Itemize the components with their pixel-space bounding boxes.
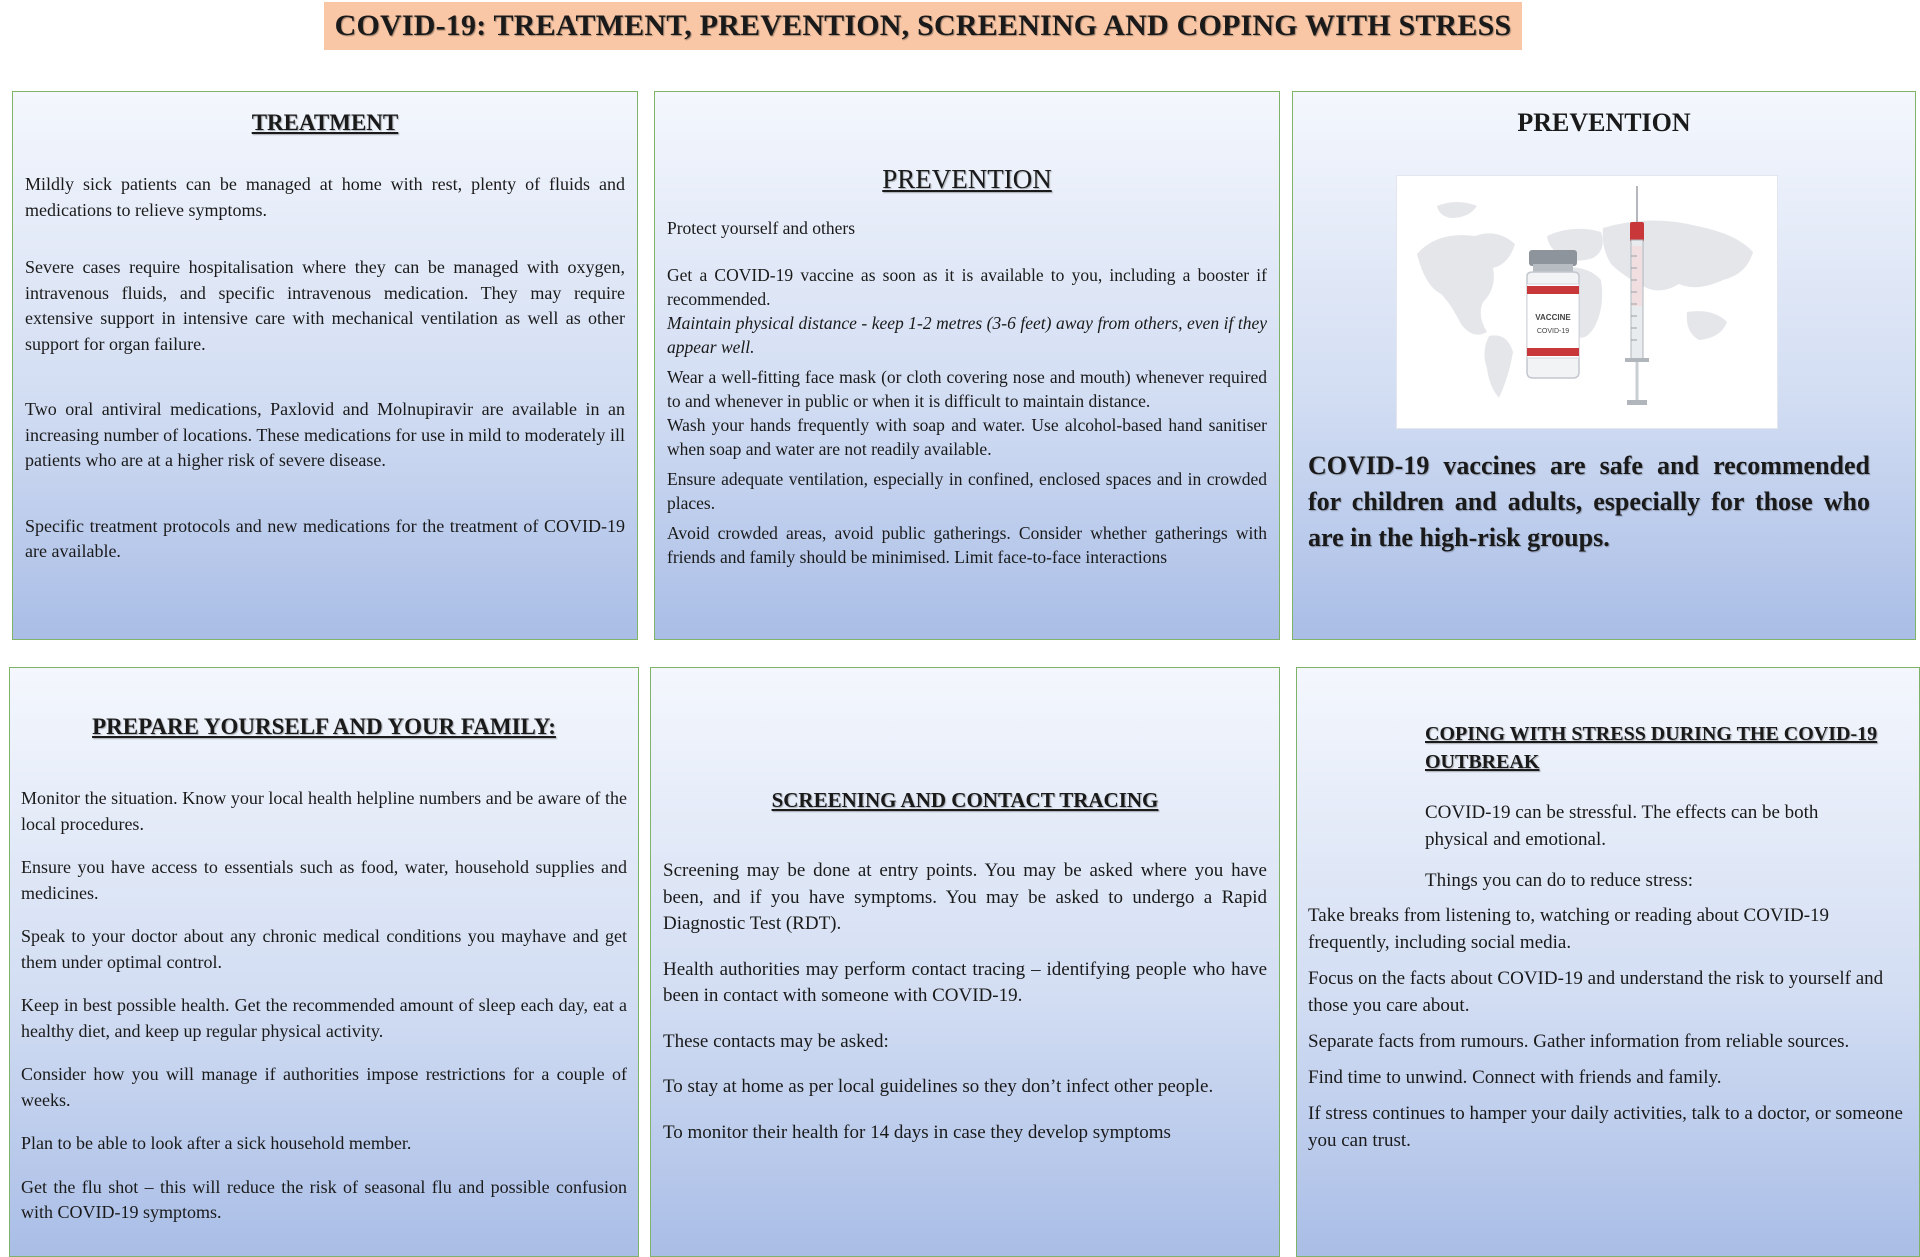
screening-item: To stay at home as per local guidelines so they don’t infect other people. <box>663 1076 1214 1097</box>
prepare-item: Get the flu shot – this will reduce the risk of seasonal flu and possible confusion with COVID-19 symptoms. <box>21 1176 627 1222</box>
prevention-image-panel <box>1292 91 1916 640</box>
vaccine-vial-icon <box>1527 250 1579 378</box>
coping-item: Separate facts from rumours. Gather information from reliable sources. <box>1308 1031 1850 1052</box>
coping-item: If stress continues to hamper your daily activities, talk to a doctor, or someone you can trust. <box>1308 1103 1903 1151</box>
vial-accent-band <box>1527 286 1579 294</box>
prevention-intro: Protect yourself and others <box>667 218 856 238</box>
prepare-item: Keep in best possible health. Get the recommended amount of sleep each day, eat a healthy diet, and keep up regular physical activity. <box>21 995 627 1041</box>
coping-lead: Things you can do to reduce stress: <box>1425 870 1694 891</box>
treatment-heading: TREATMENT <box>251 110 399 135</box>
screening-item: These contacts may be asked: <box>663 1030 889 1052</box>
prevention-text-panel <box>654 91 1280 640</box>
screening-panel <box>650 667 1280 1257</box>
screening-item: Health authorities may perform contact tracing – identifying people who have been in contact with someone with COVID-19. <box>663 958 1267 1006</box>
prevention-item: Ensure adequate ventilation, especially in confined, enclosed spaces and in crowded places. <box>667 469 1267 513</box>
coping-item: Take breaks from listening to, watching or reading about COVID-19 frequently, including social media. <box>1308 905 1830 953</box>
syringe-icon <box>1625 186 1649 405</box>
coping-item: Focus on the facts about COVID-19 and understand the risk to yourself and those you care about. <box>1308 968 1884 1016</box>
vaccine-statement: COVID-19 vaccines are safe and recommended for children and adults, especially for those who are in the high-risk groups. <box>1308 451 1870 552</box>
prevention-item: Get a COVID-19 vaccine as soon as it is available to you, including a booster if recommended. <box>667 265 1267 309</box>
screening-item: To monitor their health for 14 days in case they develop symptoms <box>663 1121 1171 1143</box>
treatment-paragraph: Mildly sick patients can be managed at home with rest, plenty of fluids and medications to relieve symptoms. <box>25 174 625 220</box>
screening-heading: SCREENING AND CONTACT TRACING <box>771 788 1159 812</box>
prepare-panel <box>9 667 639 1257</box>
coping-heading: COPING WITH STRESS DURING THE COVID-19 OUTBREAK <box>1425 723 1878 773</box>
prevention-item: Wear a well-fitting face mask (or cloth covering nose and mouth) whenever required to and whenever in public or when it is difficult to maintain distance. <box>667 367 1267 411</box>
world-map-icon <box>1417 202 1753 398</box>
vaccine-illustration <box>1396 175 1778 429</box>
treatment-paragraph: Severe cases require hospitalisation where they can be managed with oxygen, intravenous fluids, and specific intravenous medication. They may require extensive support in intensive care with mechanical ventilation as well as other support for organ failure. <box>25 257 625 354</box>
coping-lead: COVID-19 can be stressful. The effects can be both physical and emotional. <box>1425 802 1819 850</box>
prevention-heading: PREVENTION <box>882 164 1052 194</box>
treatment-paragraph: Two oral antiviral medications, Paxlovid and Molnupiravir are available in an increasing number of locations. These medications for use in mild to moderately ill patients who are at a higher risk of severe disease. <box>25 399 625 470</box>
treatment-panel <box>12 91 638 640</box>
prepare-item: Consider how you will manage if authorities impose restrictions for a couple of weeks. <box>21 1064 627 1110</box>
prevention-item: Maintain physical distance - keep 1-2 metres (3-6 feet) away from others, even if they appear well. <box>667 313 1267 357</box>
syringe-accent <box>1630 222 1644 242</box>
vial-label: VACCINE <box>1535 313 1571 322</box>
svg-text:COVID-19: COVID-19 <box>1536 328 1570 335</box>
treatment-paragraph: Specific treatment protocols and new medications for the treatment of COVID-19 are available. <box>25 515 625 561</box>
page-title: COVID-19: TREATMENT, PREVENTION, SCREENING AND COPING WITH STRESS <box>324 2 1522 50</box>
prepare-item: Speak to your doctor about any chronic medical conditions you mayhave and get them under optimal control. <box>21 926 627 972</box>
coping-panel <box>1296 667 1920 1257</box>
prepare-item: Ensure you have access to essentials such as food, water, household supplies and medicines. <box>21 857 627 903</box>
prepare-heading: PREPARE YOURSELF AND YOUR FAMILY: <box>92 714 556 739</box>
prevention-item: Wash your hands frequently with soap and water. Use alcohol-based hand sanitiser when soap and water are not readily available. <box>667 415 1267 459</box>
screening-item: Screening may be done at entry points. You may be asked where you have been, and if you have symptoms. You may be asked to undergo a Rapid Diagnostic Test (RDT). <box>663 860 1267 934</box>
vaccine-illustration-svg <box>1397 176 1777 428</box>
prevention-item: Avoid crowded areas, avoid public gatherings. Consider whether gatherings with friends and family should be minimised. Limit face-to-face interactions <box>667 523 1267 567</box>
coping-item: Find time to unwind. Connect with friends and family. <box>1308 1067 1722 1088</box>
prevention-image-heading: PREVENTION <box>1517 108 1691 137</box>
prepare-item: Plan to be able to look after a sick household member. <box>21 1133 412 1153</box>
vial-accent-band <box>1527 348 1579 356</box>
prepare-item: Monitor the situation. Know your local health helpline numbers and be aware of the local procedures. <box>21 788 627 834</box>
